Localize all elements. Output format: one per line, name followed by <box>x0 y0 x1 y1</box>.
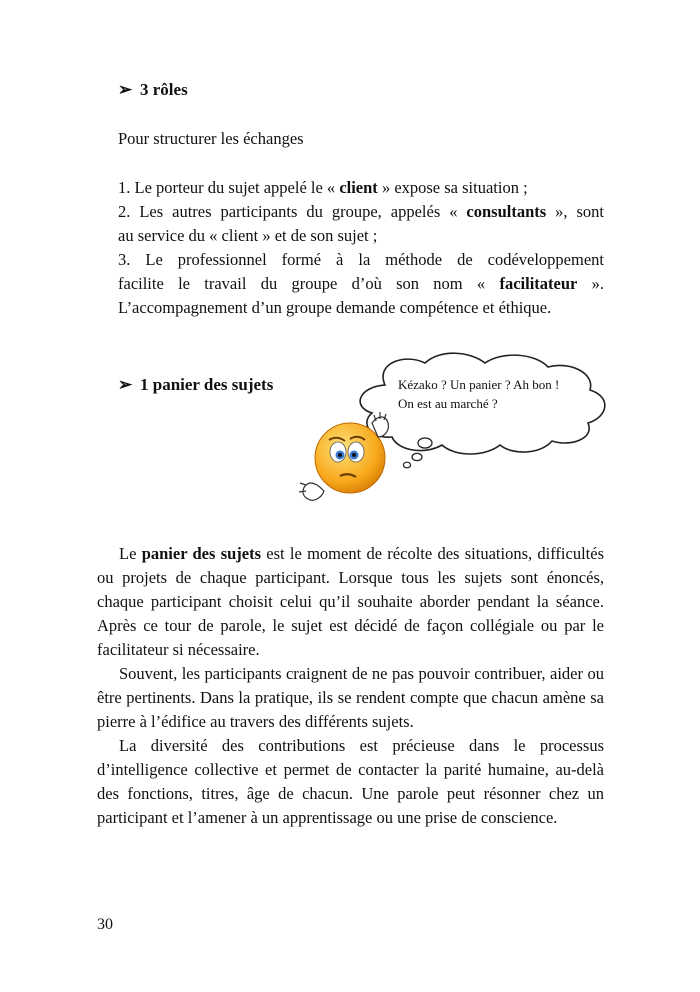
intro-paragraph: Pour structurer les échanges <box>118 129 304 148</box>
paragraph-2: Souvent, les participants craignent de ne pas pouvoir contribuer, aider ou être pertinents. Dans la pratique, ils se rendent compte que chacun amène sa pierre à l’édifice au travers des différents sujets. <box>97 664 604 731</box>
role-item-facilitator: 3. Le professionnel formé à la méthode de codéveloppement <box>118 250 604 269</box>
page-number: 30 <box>97 916 113 933</box>
role-item-client: 1. Le porteur du sujet appelé le « client » expose sa situation ; <box>118 178 528 197</box>
body-text <box>97 542 604 830</box>
thought-cloud-illustration <box>290 345 630 515</box>
role-item-consultants: 2. Les autres participants du groupe, appelés « consultants », sont <box>118 202 604 221</box>
role-item-consultants-cont: au service du « client » et de son sujet ; <box>118 226 378 245</box>
arrow-bullet-icon: ➢ <box>118 375 133 394</box>
ethics-line: L’accompagnement d’un groupe demande compétence et éthique. <box>118 298 552 317</box>
confused-smiley-icon <box>299 412 388 500</box>
roles-list <box>118 176 604 320</box>
arrow-bullet-icon: ➢ <box>118 80 133 99</box>
paragraph-3: La diversité des contributions est précieuse dans le processus d’intelligence collective et permet de contacter la parité humaine, au-delà des fonctions, titres, âge de chacun. Une parole peut résonner chez un participant et l’amener à un apprentissage ou une prise de conscience. <box>97 736 604 827</box>
paragraph-1: Le panier des sujets est le moment de récolte des situations, difficultés ou projets de chaque participant. Lorsque tous les sujets sont énoncés, chaque participant choisit celui qu’il souhaite aborder pendant la séance. Après ce tour de parole, le sujet est décidé de façon collégiale ou par le facilitateur si nécessaire. <box>97 544 604 659</box>
section-heading-roles: ➢ 3 rôles <box>118 80 188 99</box>
section-heading-panier: ➢ 1 panier des sujets <box>118 375 274 394</box>
thought-bubble-text: Kézako ? Un panier ? Ah bon ! On est au marché ? <box>398 377 560 411</box>
role-item-facilitator-cont: facilite le travail du groupe d’où son nom « facilitateur ». <box>118 274 604 293</box>
